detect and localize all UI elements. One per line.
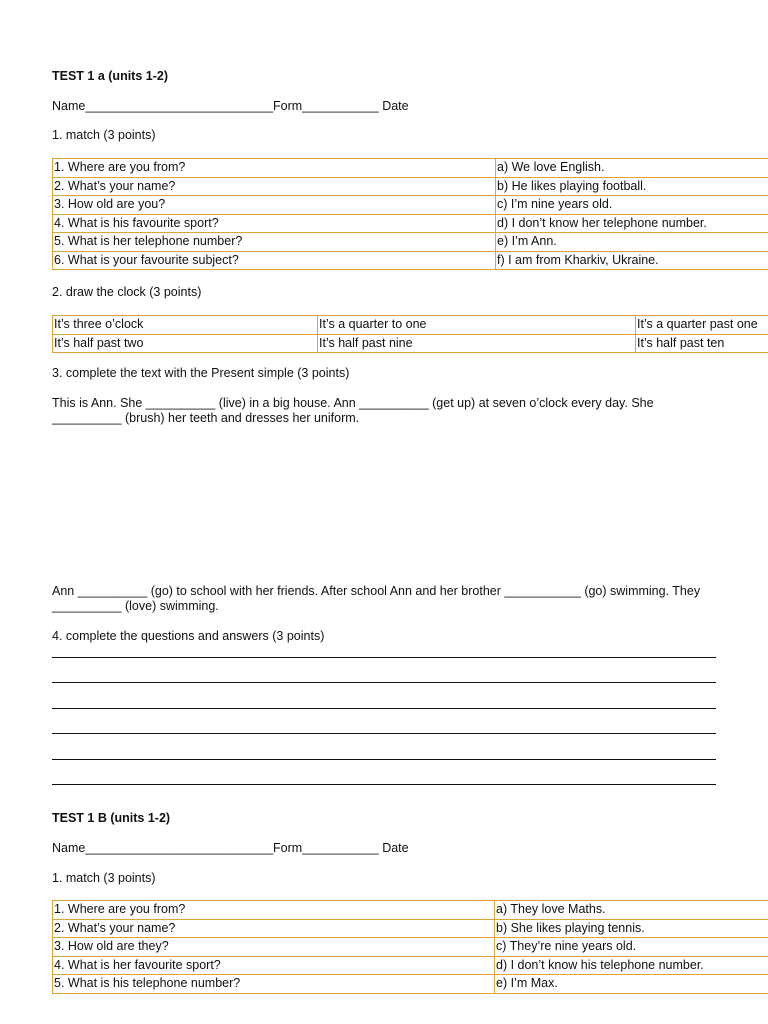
table-row <box>53 901 768 920</box>
name-label: Name <box>52 99 86 113</box>
name-blank[interactable]: ___________________________ <box>85 841 274 855</box>
answer-line[interactable] <box>52 708 716 709</box>
task1-heading: 1. match (3 points) <box>52 128 156 142</box>
answer-cell: d) I don’t know her telephone number. <box>496 214 768 233</box>
table-row <box>53 316 768 335</box>
answer-cell: e) I’m Ann. <box>496 233 768 252</box>
clock-cell: It’s half past nine <box>318 334 636 353</box>
answer-line[interactable] <box>52 784 716 785</box>
question-cell: 4. What is his favourite sport? <box>53 214 496 233</box>
task4-heading: 4. complete the questions and answers (3 points) <box>52 629 325 643</box>
task2-heading: 2. draw the clock (3 points) <box>52 285 202 299</box>
clock-cell: It’s a quarter to one <box>318 316 636 335</box>
answer-cell: c) They’re nine years old. <box>495 938 768 957</box>
date-label: Date <box>382 841 409 855</box>
clock-table <box>52 315 768 353</box>
table-row <box>53 956 768 975</box>
form-blank[interactable]: ___________ <box>302 841 379 855</box>
question-cell: 4. What is her favourite sport? <box>53 956 495 975</box>
clock-cell: It’s a quarter past one <box>636 316 768 335</box>
question-cell: 1. Where are you from? <box>53 159 496 178</box>
answer-cell: d) I don’t know his telephone number. <box>495 956 768 975</box>
answer-cell: a) We love English. <box>496 159 768 178</box>
test-b-title: TEST 1 B (units 1-2) <box>52 811 171 825</box>
question-cell: 3. How old are you? <box>53 196 496 215</box>
answer-line[interactable] <box>52 682 716 683</box>
question-cell: 2. What’s your name? <box>53 919 495 938</box>
test-a-header-line <box>52 99 409 113</box>
form-blank[interactable]: ___________ <box>302 99 379 113</box>
task3-heading: 3. complete the text with the Present simple (3 points) <box>52 366 350 380</box>
date-label: Date <box>382 99 409 113</box>
answer-cell: f) I am from Kharkiv, Ukraine. <box>496 251 768 270</box>
answer-cell: c) I’m nine years old. <box>496 196 768 215</box>
question-cell: 2. What’s your name? <box>53 177 496 196</box>
clock-cell: It’s half past ten <box>636 334 768 353</box>
answer-cell: b) He likes playing football. <box>496 177 768 196</box>
name-blank[interactable]: ___________________________ <box>85 99 274 113</box>
question-cell: 1. Where are you from? <box>53 901 495 920</box>
table-row <box>53 214 768 233</box>
answer-cell: a) They love Maths. <box>495 901 768 920</box>
answer-line[interactable] <box>52 759 716 760</box>
test-b-header-line <box>52 841 409 855</box>
answer-line[interactable] <box>52 733 716 734</box>
name-label: Name <box>52 841 86 855</box>
table-row <box>53 975 768 994</box>
task3-paragraph-1: This is Ann. She __________ (live) in a big house. Ann __________ (get up) at seven o’clock every day. She __________ (brush) her teeth and dresses her uniform. <box>52 396 654 425</box>
match-table-a <box>52 158 768 270</box>
question-cell: 5. What is her telephone number? <box>53 233 496 252</box>
task3-paragraph-2: Ann __________ (go) to school with her friends. After school Ann and her brother ___________ (go) swimming. They __________ (love) swimming. <box>52 584 701 613</box>
test-a-title: TEST 1 a (units 1-2) <box>52 69 168 83</box>
table-row <box>53 919 768 938</box>
answer-cell: b) She likes playing tennis. <box>495 919 768 938</box>
table-row <box>53 177 768 196</box>
table-row <box>53 251 768 270</box>
test-b-task1-heading: 1. match (3 points) <box>52 871 156 885</box>
table-row <box>53 938 768 957</box>
table-row <box>53 159 768 178</box>
clock-cell: It’s three o’clock <box>53 316 318 335</box>
clock-cell: It’s half past two <box>53 334 318 353</box>
table-row <box>53 334 768 353</box>
answer-cell: e) I’m Max. <box>495 975 768 994</box>
table-row <box>53 233 768 252</box>
question-cell: 3. How old are they? <box>53 938 495 957</box>
form-label: Form <box>273 841 303 855</box>
form-label: Form <box>273 99 303 113</box>
match-table-b <box>52 900 768 994</box>
question-cell: 5. What is his telephone number? <box>53 975 495 994</box>
question-cell: 6. What is your favourite subject? <box>53 251 496 270</box>
table-row <box>53 196 768 215</box>
answer-line[interactable] <box>52 657 716 658</box>
